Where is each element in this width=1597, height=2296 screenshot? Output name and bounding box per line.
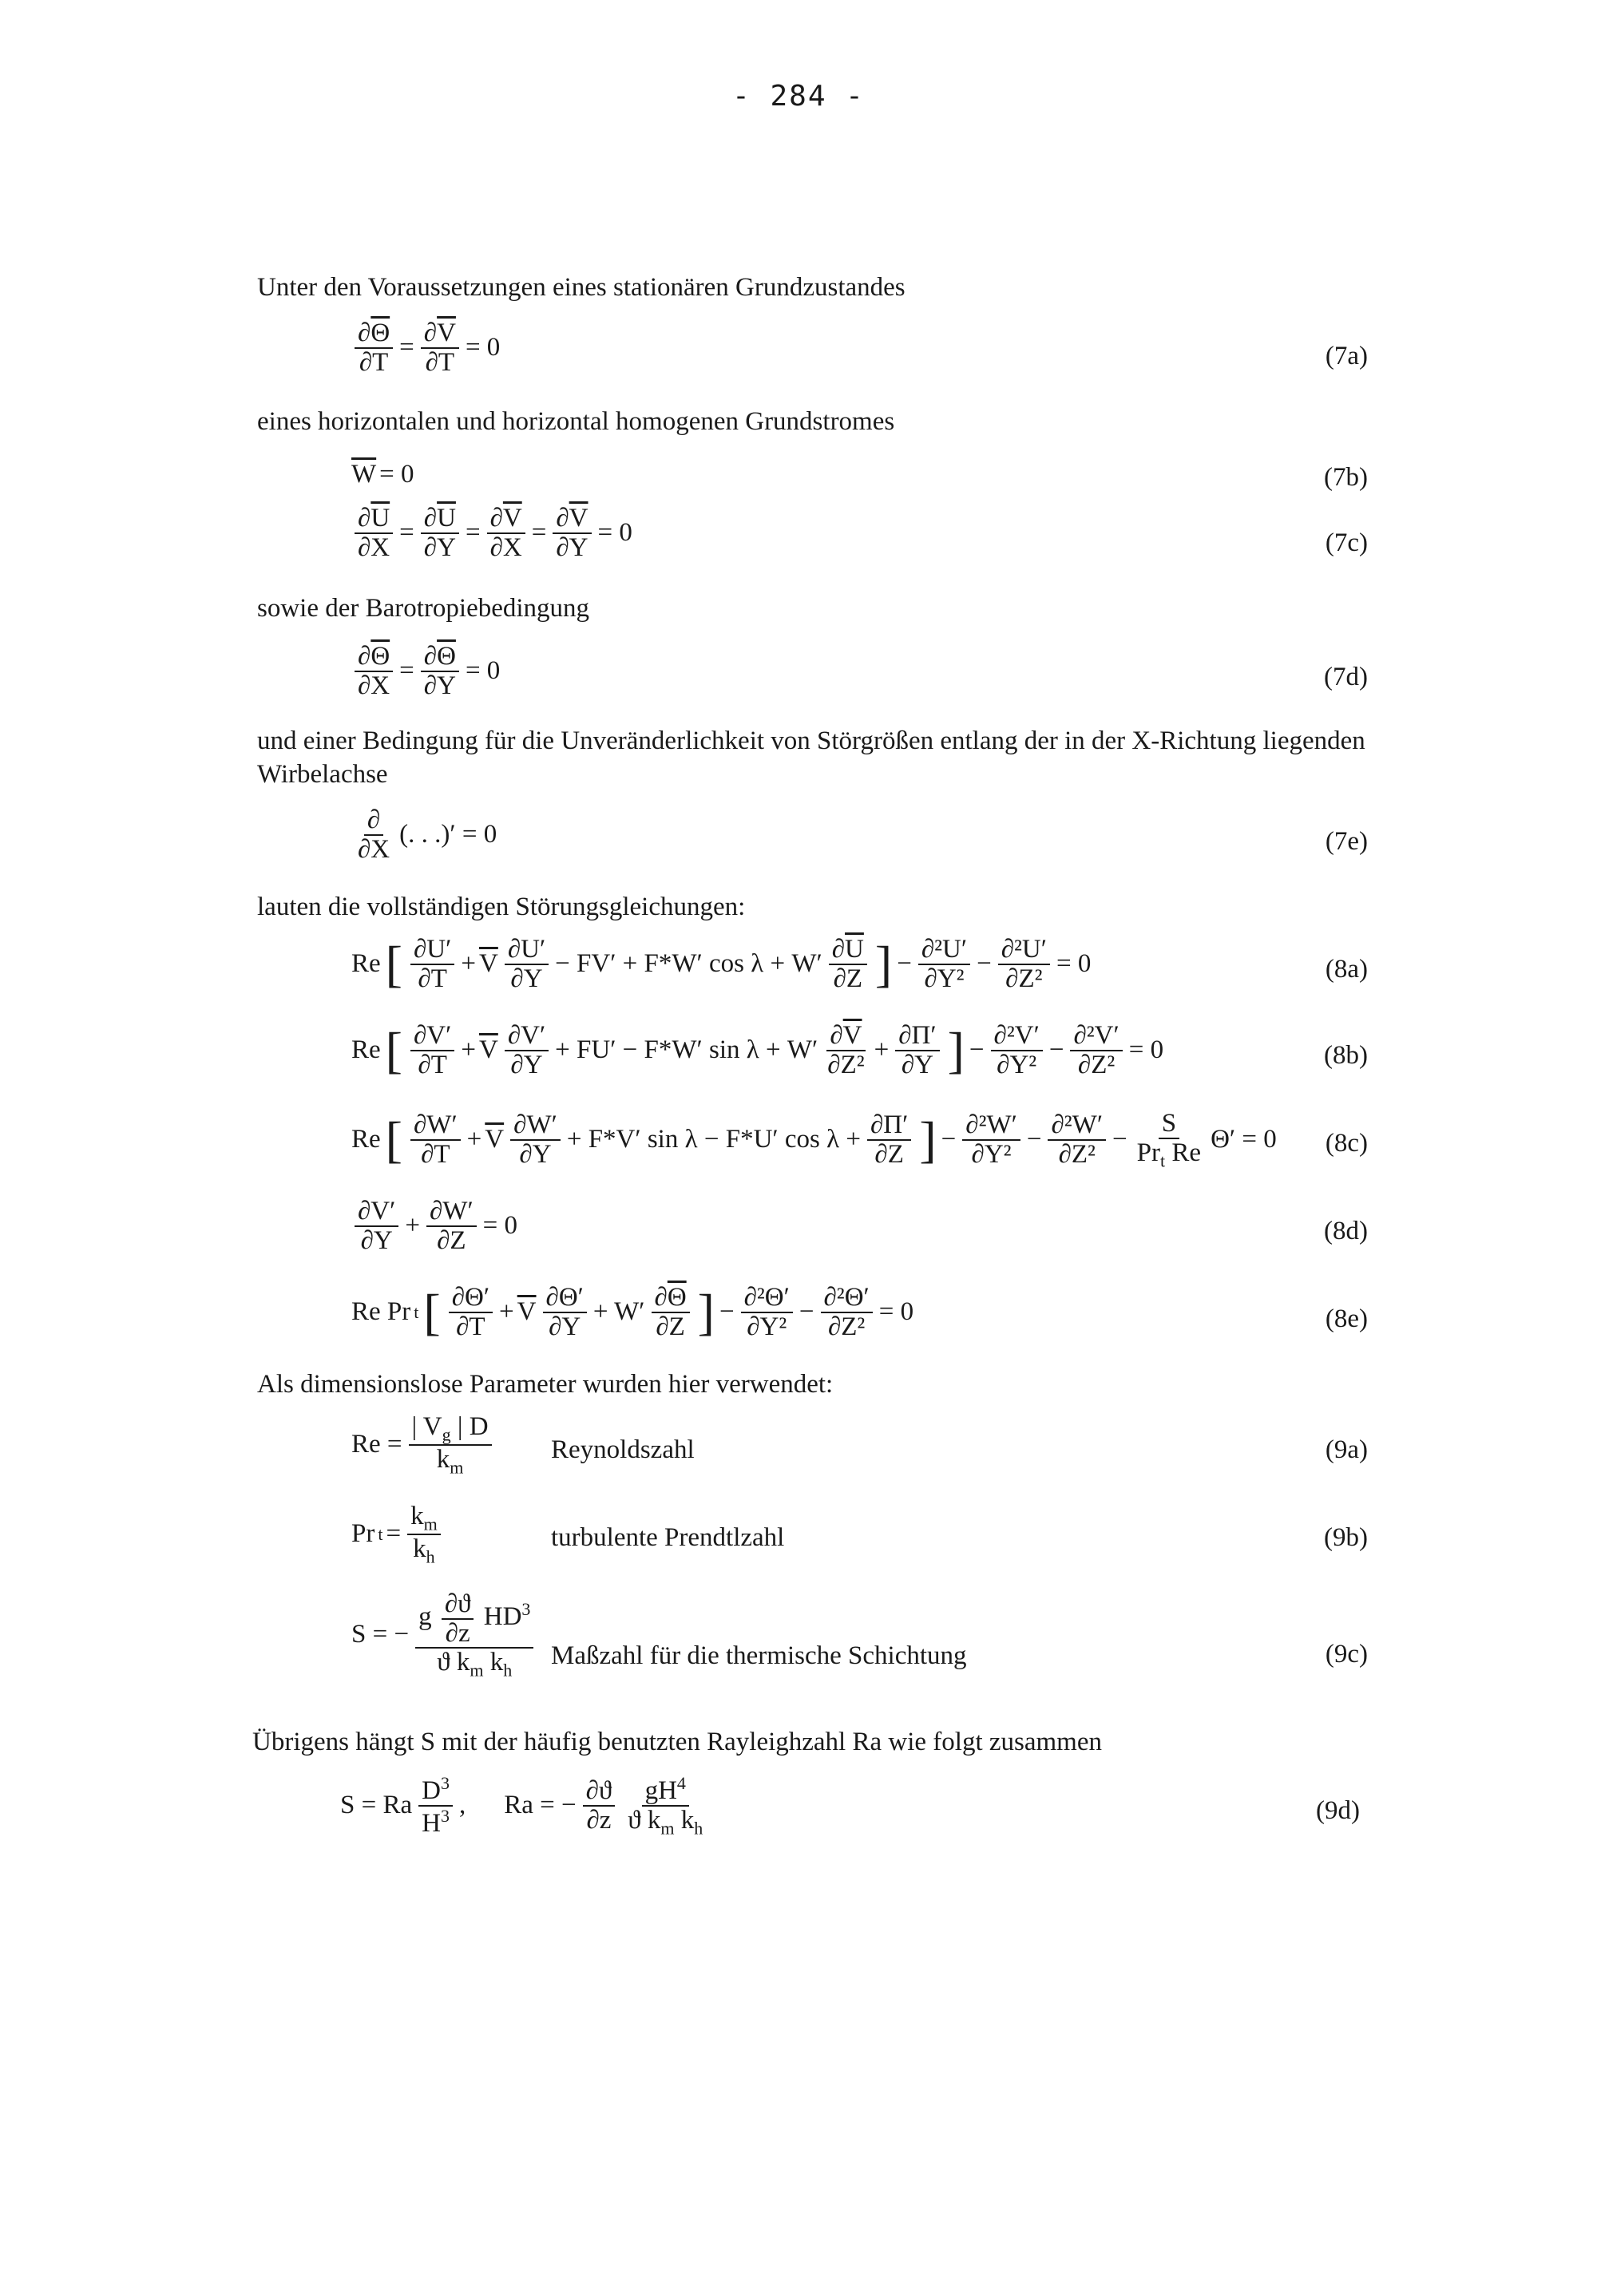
- equation-8c: Re [ $\frac{\partial W'}{\partial T}$ + $\overline{V}$ $\frac{\partial W'}{\partial Y}$ + F*V′ sin λ − F*U′ cos λ + $\frac{\partial\Pi'}{\partial Z}$ ] − $\frac{\text{∂²W′}}{\text{∂Y²}}$ − $\frac{\text{∂²W′}}{\text{∂Z²}}$ − $\frac{S}{Pr_t Re}$ Θ′ = 0: [351, 1109, 1277, 1171]
- equation-9d: S = Ra $\frac{D^3}{H^3}$ , Ra = − $\frac{\partial ϑ}{\partial z}$ $\frac{gH^4}{ϑ k_m k_h}$: [340, 1773, 703, 1839]
- description-reynolds: Reynoldszahl: [551, 1435, 695, 1464]
- equation-label-7b: (7b): [1324, 463, 1368, 492]
- equation-label-8a: (8a): [1325, 955, 1368, 984]
- description-prandtl: turbulente Prendtlzahl: [551, 1523, 785, 1552]
- equation-label-8c: (8c): [1325, 1129, 1368, 1158]
- paragraph-invariance: und einer Bedingung für die Unveränderlichkeit von Störgrößen entlang der in der X-Richtung liegenden: [257, 726, 1365, 755]
- page-number: - 284 -: [732, 80, 865, 113]
- equation-7c: $\frac{\partial\overline{U}}{\partial X}$ = $\frac{\partial\overline{U}}{\partial Y}$ = $\frac{\partial\overline{V}}{\partial X}$ = $\frac{\partial\overline{V}}{\partial Y}$ = 0: [351, 505, 632, 561]
- paragraph-horizontal: eines horizontalen und horizontal homogenen Grundstromes: [257, 407, 895, 436]
- equation-label-9b: (9b): [1324, 1523, 1368, 1552]
- paragraph-barotropy: sowie der Barotropiebedingung: [257, 594, 590, 623]
- equation-9b: Pr t = $\frac{k_m}{k_h}$: [351, 1502, 444, 1566]
- equation-7b: $\overline{W}$ = 0: [351, 460, 414, 489]
- equation-label-7d: (7d): [1324, 663, 1368, 691]
- equation-9a: Re = $\frac{| V_g | D}{k_m}$: [351, 1413, 495, 1476]
- equation-7a: $\frac{\partial\overline{\Theta}}{\partial T}$ = $\frac{\partial\overline{V}}{\partial T}$ = 0: [351, 319, 500, 376]
- description-stratification: Maßzahl für die thermische Schichtung: [551, 1641, 967, 1670]
- equation-label-8b: (8b): [1324, 1041, 1368, 1070]
- paragraph-stationary: Unter den Voraussetzungen eines stationären Grundzustandes: [257, 273, 905, 302]
- paragraph-rayleigh: Übrigens hängt S mit der häufig benutzten Rayleighzahl Ra wie folgt zusammen: [252, 1728, 1102, 1756]
- paragraph-perturbation: lauten die vollständigen Störungsgleichungen:: [257, 893, 746, 921]
- paragraph-parameters: Als dimensionslose Parameter wurden hier verwendet:: [257, 1370, 834, 1399]
- equation-7e: $\frac{\partial}{\partial X}$ (. . .)′ = 0: [358, 806, 497, 864]
- equation-8a: Re [ $\frac{\partial U'}{\partial T}$ + $\overline{V}$ $\frac{\partial U'}{\partial Y}$ − FV′ + F*W′ cos λ + W′ $\frac{\partial\overline{U}}{\partial Z}$ ] − $\frac{\text{∂²U′}}{\text{∂Y²}}$ − $\frac{\text{∂²U′}}{\text{∂Z²}}$ = 0: [351, 935, 1092, 993]
- equation-7d: $\frac{\partial\overline{\Theta}}{\partial X}$ = $\frac{\partial\overline{\Theta}}{\partial Y}$ = 0: [351, 643, 500, 699]
- equation-label-9a: (9a): [1325, 1435, 1368, 1464]
- equation-label-8e: (8e): [1325, 1304, 1368, 1333]
- equation-9c: S = − g $\frac{\partial ϑ}{\partial z}$ $HD^3$ ϑ $k_m$ $k_h$: [351, 1590, 537, 1680]
- equation-label-7e: (7e): [1325, 827, 1368, 856]
- equation-label-9c: (9c): [1325, 1640, 1368, 1669]
- equation-label-8d: (8d): [1324, 1217, 1368, 1245]
- equation-8e: Re Pr t [ $\frac{\partial\Theta'}{\partial T}$ + $\overline{V}$ $\frac{\partial\Theta'}{\partial Y}$ + W′ $\frac{\partial\overline{\Theta}}{\partial Z}$ ] − $\frac{\text{∂²Θ′}}{\text{∂Y²}}$ − $\frac{\text{∂²Θ′}}{\text{∂Z²}}$ = 0: [351, 1283, 914, 1341]
- paragraph-invariance-cont: Wirbelachse: [257, 760, 388, 789]
- equation-label-7c: (7c): [1325, 528, 1368, 557]
- equation-8d: $\frac{\partial V'}{\partial Y}$ + $\frac{\partial W'}{\partial Z}$ = 0: [351, 1197, 517, 1254]
- equation-8b: Re [ $\frac{\partial V'}{\partial T}$ + $\overline{V}$ $\frac{\partial V'}{\partial Y}$ + FU′ − F*W′ sin λ + W′ $\frac{\partial\overline{V}}{\text{∂Z²}}$ + $\frac{\partial\Pi'}{\partial Y}$ ] − $\frac{\text{∂²V′}}{\text{∂Y²}}$ − $\frac{\text{∂²V′}}{\text{∂Z²}}$ = 0: [351, 1021, 1164, 1079]
- equation-label-9d: (9d): [1316, 1796, 1360, 1825]
- equation-label-7a: (7a): [1325, 342, 1368, 370]
